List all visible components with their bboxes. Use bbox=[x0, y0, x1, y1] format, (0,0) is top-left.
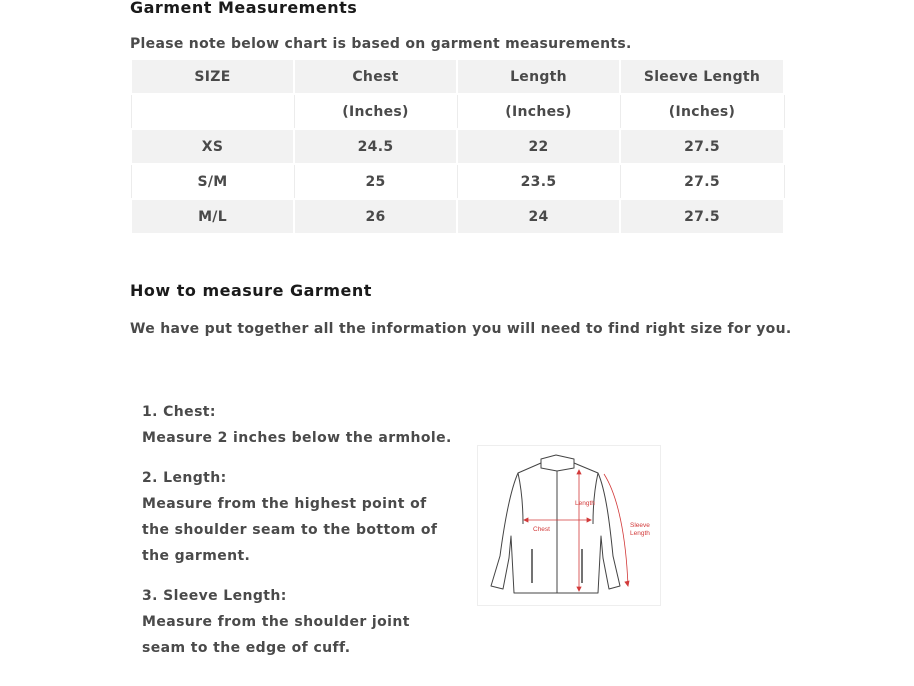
step-title: 2. Length: bbox=[142, 470, 227, 486]
size-chart-table bbox=[130, 58, 785, 235]
unit-length: (Inches) bbox=[457, 94, 620, 129]
garment-diagram bbox=[477, 445, 661, 606]
table-header-row bbox=[131, 59, 784, 94]
cell-chest: 25 bbox=[294, 164, 457, 199]
table-row bbox=[131, 129, 784, 164]
header-size: SIZE bbox=[131, 59, 294, 94]
unit-chest: (Inches) bbox=[294, 94, 457, 129]
table-row bbox=[131, 164, 784, 199]
length-arrow-top bbox=[577, 470, 581, 474]
right-armhole-line bbox=[593, 473, 598, 524]
how-to-measure-title: How to measure Garment bbox=[130, 281, 372, 300]
cell-sleeve: 27.5 bbox=[620, 129, 784, 164]
step-sleeve-length bbox=[142, 583, 422, 661]
step-title: 1. Chest: bbox=[142, 404, 216, 420]
step-text: Measure from the shoulder joint seam to the edge of cuff. bbox=[142, 614, 410, 656]
collar-shape bbox=[541, 455, 574, 471]
table-row bbox=[131, 199, 784, 234]
unit-size bbox=[131, 94, 294, 129]
cell-size: M/L bbox=[131, 199, 294, 234]
cell-length: 24 bbox=[457, 199, 620, 234]
cell-chest: 26 bbox=[294, 199, 457, 234]
cell-size: S/M bbox=[131, 164, 294, 199]
jacket-outline bbox=[491, 463, 620, 593]
step-title: 3. Sleeve Length: bbox=[142, 588, 287, 604]
step-text: Measure from the highest point of the shoulder seam to the bottom of the garment. bbox=[142, 496, 438, 564]
cell-sleeve: 27.5 bbox=[620, 199, 784, 234]
length-label: Length bbox=[575, 500, 595, 507]
cell-length: 22 bbox=[457, 129, 620, 164]
step-length bbox=[142, 465, 442, 569]
step-chest bbox=[142, 399, 462, 451]
table-units-row bbox=[131, 94, 784, 129]
sleeve-label-line2: Length bbox=[630, 530, 650, 537]
chest-label: Chest bbox=[533, 526, 550, 533]
how-to-measure-intro: We have put together all the information you will need to find right size for you. bbox=[130, 321, 792, 337]
header-chest: Chest bbox=[294, 59, 457, 94]
header-length: Length bbox=[457, 59, 620, 94]
chest-arrow-right bbox=[587, 518, 591, 522]
header-sleeve-length: Sleeve Length bbox=[620, 59, 784, 94]
step-text: Measure 2 inches below the armhole. bbox=[142, 430, 452, 446]
length-arrow-bottom bbox=[577, 587, 581, 591]
cell-size: XS bbox=[131, 129, 294, 164]
page-title: Garment Measurements bbox=[130, 0, 358, 17]
cell-chest: 24.5 bbox=[294, 129, 457, 164]
chart-note: Please note below chart is based on garment measurements. bbox=[130, 36, 632, 52]
unit-sleeve: (Inches) bbox=[620, 94, 784, 129]
cell-length: 23.5 bbox=[457, 164, 620, 199]
sleeve-arrow-bottom bbox=[625, 581, 629, 586]
left-armhole-line bbox=[518, 473, 523, 524]
jacket-illustration bbox=[478, 446, 660, 605]
cell-sleeve: 27.5 bbox=[620, 164, 784, 199]
chest-arrow-left bbox=[524, 518, 528, 522]
sleeve-label-line1: Sleeve bbox=[630, 522, 650, 529]
